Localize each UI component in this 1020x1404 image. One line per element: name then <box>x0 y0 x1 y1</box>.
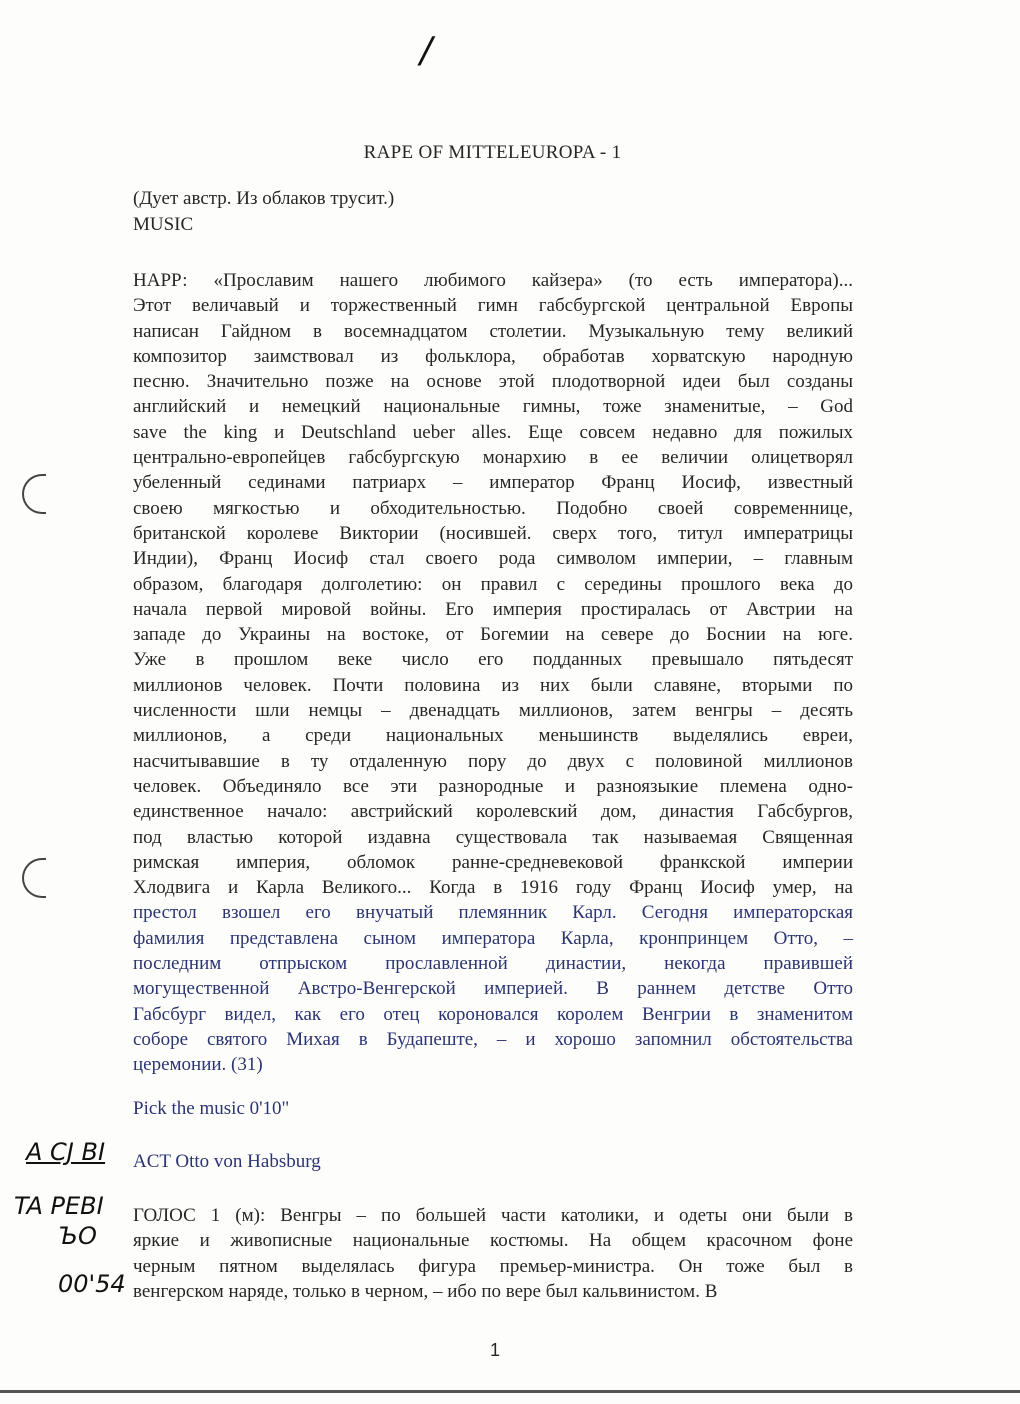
text-line: британской королеве Виктории (носившей. сверх того, титул императрицы <box>133 522 853 544</box>
text-line: под властью которой издавна существовала так называемая Священная <box>133 826 853 848</box>
text-line: Уже в прошлом веке число его подданных превышало пятьдесят <box>133 649 853 671</box>
punch-hole <box>22 474 46 514</box>
text-line: написан Гайдном в восемнадцатом столетии. Музыкальную тему великий <box>133 320 853 342</box>
stage-direction: (Дует австр. Из облаков трусит.) <box>133 188 395 209</box>
music-pick-cue: Pick the music 0'10" <box>133 1098 290 1119</box>
text-line: черным пятном выделялась фигура премьер-министра. Он тоже был в <box>133 1255 853 1277</box>
page-number: 1 <box>490 1340 501 1360</box>
text-line: римская империя, обломок ранне-средневековой франкской империи <box>133 851 853 873</box>
text-line: миллионов, а среди национальных меньшинств выделялись евреи, <box>133 725 853 747</box>
music-cue: MUSIC <box>133 214 194 235</box>
text-line: соборе святого Михая в Будапеште, – и хорошо запомнил обстоятельства <box>133 1028 853 1050</box>
text-line: западе до Украины на востоке, от Богемии на севере до Боснии на юге. <box>133 624 853 646</box>
text-line: человек. Объединяло все эти разнородные и разноязыкие племена одно- <box>133 775 853 797</box>
text-line: своею мягкостью и обходительностью. Подобно своей современнице, <box>133 497 853 519</box>
handwritten-note-3: ЪО <box>58 1222 97 1250</box>
handwritten-slash: / <box>420 30 433 71</box>
text-line: композитор заимствовал из фольклора, обработав хорватскую народную <box>133 345 853 367</box>
text-line: последним отпрыском прославленной династии, некогда правившей <box>133 953 853 975</box>
voice-paragraph <box>133 1203 853 1304</box>
text-line: Индии), Франц Иосиф стал своего рода символом империи, – главным <box>133 548 853 570</box>
text-line: центрально-европейцев габсбургскую монархию в ее величии олицетворял <box>133 447 853 469</box>
text-line: церемонии. (31) <box>133 1054 263 1076</box>
text-line: миллионов человек. Почти половина из них были славяне, вторыми по <box>133 674 853 696</box>
text-line: ГОЛОС 1 (м): Венгры – по большей части католики, и одеты они были в <box>133 1205 853 1226</box>
text-line: песню. Значительно позже на основе этой плодотворной идеи был созданы <box>133 371 853 393</box>
handwritten-note-1: A CJ BI <box>26 1138 106 1166</box>
text-line: НАРР: «Прославим нашего любимого кайзера» (то есть императора)... <box>133 270 853 291</box>
handwritten-note-2: TA PEBI <box>14 1192 104 1220</box>
text-line: save the king и Deutschland ueber alles. Еще совсем недавно для пожилых <box>133 421 853 443</box>
text-line: Хлодвига и Карла Великого... Когда в 1916 году Франц Иосиф умер, на <box>133 877 853 899</box>
punch-hole <box>22 858 46 898</box>
text-line: численности шли немцы – двенадцать миллионов, затем венгры – десять <box>133 700 853 722</box>
text-line: убеленный сединами патриарх – император Франц Иосиф, известный <box>133 472 853 494</box>
text-line: могущественной Австро-Венгерской империей. В раннем детстве Отто <box>133 978 853 1000</box>
text-line: фамилия представлена сыном императора Карла, кронпринцем Отто, – <box>133 927 853 949</box>
text-line: Этот величавый и торжественный гимн габсбургской центральной Европы <box>133 295 853 317</box>
text-line: образом, благодаря долголетию: он правил с середины прошлого века до <box>133 573 853 595</box>
document-title: RAPE OF MITTELEUROPA - 1 <box>363 142 622 163</box>
handwritten-note-4: 00'54 <box>58 1270 126 1298</box>
text-line: престол взошел его внучатый племянник Карл. Сегодня императорская <box>133 902 853 924</box>
text-line: венгерском наряде, только в черном, – ибо по вере был кальвинистом. В <box>133 1280 718 1302</box>
text-line: Габсбург видел, как его отец короновался королем Венгрии в знаменитом <box>133 1003 853 1025</box>
text-line: английский и немецкий национальные гимны, тоже знаменитые, – God <box>133 396 853 418</box>
page-edge <box>0 1390 1020 1393</box>
text-line: насчитывавшие в ту отдаленную пору до двух с половиной миллионов <box>133 750 853 772</box>
text-line: яркие и живописные национальные костюмы. На общем красочном фоне <box>133 1230 853 1252</box>
act-line: ACT Otto von Habsburg <box>133 1151 321 1172</box>
text-line: начала первой мировой войны. Его империя простиралась от Австрии на <box>133 598 853 620</box>
narration-paragraph <box>133 268 853 1078</box>
text-line: единственное начало: австрийский королевский дом, династия Габсбургов, <box>133 801 853 823</box>
